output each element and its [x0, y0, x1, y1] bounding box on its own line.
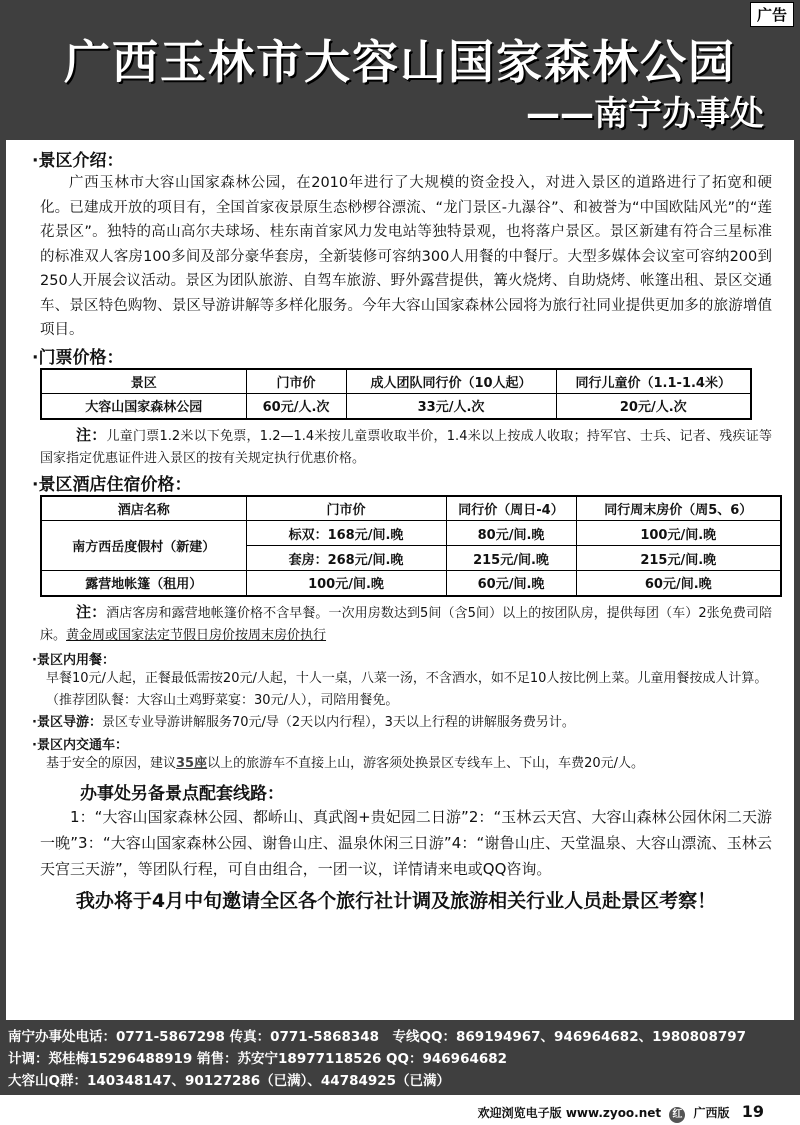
hotel-note-text: 酒店客房和露营地帐篷价格不含早餐。一次用房数达到5间（含5间）以上的按团队房，提供每团（车）2张免费司陪床。	[40, 605, 772, 643]
hotel-name-cell: 露营地帐篷（租用）	[41, 571, 246, 596]
contact-line-3: 大容山Q群：140348147、90127286（已满）、44784925（已满）	[8, 1073, 451, 1089]
transport-text	[40, 753, 772, 775]
brand-logo-icon: 红	[669, 1107, 685, 1123]
contact-footer	[0, 1020, 800, 1095]
hotel-cell: 60元/间.晚	[446, 571, 576, 596]
invite-banner: 我办将于4月中旬邀请全区各个旅行社计调及旅游相关行业人员赴景区考察！	[75, 889, 717, 912]
contact-line-1: 南宁办事处电话：0771-5867298 传真：0771-5868348 专线QQ：869194967、946964682、1980808797	[8, 1029, 747, 1045]
hotel-note-holiday: 黄金周或国家法定节假日房价按周末房价执行	[66, 627, 327, 643]
transport-heading: ·景区内交通车：	[32, 737, 128, 753]
ticket-cell: 60元/人.次	[246, 394, 346, 419]
transport-text-b: 以上的旅游车不直接上山，游客须处换景区专线车上、下山，车费20元/人。	[207, 755, 645, 771]
routes-text: 1：“大容山国家森林公园、都峤山、真武阁+贵妃园二日游”2：“玉林云天宫、大容山森林公园休闲二天游一晚”3：“大容山国家森林公园、谢鲁山庄、温泉休闲三日游”4：“谢鲁山庄、天堂温泉、大容山漂流、玉林云天宫三天游”，等团队行程，可自由组合，一团一议，详情请来电或QQ咨询。	[40, 807, 772, 878]
ticket-header-cell: 门市价	[246, 369, 346, 394]
meals-heading: ·景区内用餐：	[32, 652, 115, 668]
note-label: 注：	[76, 602, 107, 621]
brand-text: 广西版	[693, 1106, 730, 1120]
ticket-note-text: 儿童门票1.2米以下免票，1.2—1.4米按儿童票收取半价，1.4米以上按成人收取；持军官、士兵、记者、残疾证等国家指定优惠证件进入景区的按有关规定执行优惠价格。	[40, 428, 772, 466]
note-label: 注：	[76, 425, 107, 444]
guide-line	[32, 712, 772, 734]
hotel-name-cell: 南方西岳度假村（新建）	[41, 521, 246, 571]
ticket-header-cell: 同行儿童价（1.1-1.4米）	[556, 369, 751, 394]
hotel-cell: 100元/间.晚	[576, 521, 781, 546]
hotel-header-cell: 同行价（周日-4）	[446, 496, 576, 521]
hotel-cell: 80元/间.晚	[446, 521, 576, 546]
table-row	[41, 369, 751, 394]
ticket-header-cell: 景区	[41, 369, 246, 394]
hotel-header-cell: 门市价	[246, 496, 446, 521]
ticket-cell: 20元/人.次	[556, 394, 751, 419]
intro-text: 广西玉林市大容山国家森林公园，在2010年进行了大规模的资金投入，对进入景区的道路进行了拓宽和硬化。已建成开放的项目有，全国首家夜景原生态桫椤谷漂流、“龙门景区-九瀑谷”、和被誉为“中国欧陆风光”的“莲花景区”。独特的高山高尔夫球场、桂东南首家风力发电站等独特景观，也将落户景区。景区新建有符合三星标准的标准双人客房100多间及部分豪华套房，全新装修可容纳300人用餐的中餐厅。大型多媒体会议室可容纳200到250人开展会议活动。景区为团队旅游、自驾车旅游、野外露营提供，篝火烧烤、自助烧烤、帐篷出租、景区交通车、景区特色购物、景区导游讲解等多样化服务。今年大容山国家森林公园将为旅行社同业提供更加多的旅游增值项目。	[40, 175, 772, 338]
main-content	[0, 140, 800, 1020]
hotel-cell: 100元/间.晚	[246, 571, 446, 596]
transport-text-a: 基于安全的原因，建议	[46, 755, 177, 771]
hotels-heading: ·景区酒店住宿价格：	[32, 474, 192, 495]
hotel-cell: 套房：268元/间.晚	[246, 546, 446, 571]
ticket-cell: 大容山国家森林公园	[41, 394, 246, 419]
site-text: 欢迎浏览电子版 www.zyoo.net	[477, 1106, 662, 1120]
routes-heading: 办事处另备景点配套线路：	[80, 783, 284, 804]
transport-seats: 35座	[176, 755, 208, 771]
page-title: 广西玉林市大容山国家森林公园	[64, 35, 736, 89]
ticket-header-cell: 成人团队同行价（10人起）	[346, 369, 556, 394]
ticket-table	[40, 368, 752, 420]
ticket-cell: 33元/人.次	[346, 394, 556, 419]
page-subtitle: ——南宁办事处	[526, 94, 764, 134]
hotel-header-cell: 酒店名称	[41, 496, 246, 521]
hotel-cell: 标双：168元/间.晚	[246, 521, 446, 546]
hotel-table	[40, 495, 782, 597]
page-number: 19	[741, 1102, 764, 1121]
guide-heading: ·景区导游：	[32, 714, 102, 730]
table-row	[41, 521, 781, 546]
intro-heading: ·景区介绍：	[32, 151, 124, 171]
contact-line-2: 计调：郑桂梅15296488919 销售：苏安宁18977118526 QQ：946964682	[8, 1051, 508, 1067]
meals-text: 早餐10元/人起，正餐最低需按20元/人起，十人一桌，八菜一汤，不含酒水，如不足10人按比例上菜。儿童用餐按成人计算。（推荐团队餐：大容山土鸡野菜宴：30元/人），司陪用餐免。	[46, 670, 768, 708]
table-row	[41, 496, 781, 521]
page-bar	[0, 1096, 800, 1125]
guide-text: 景区专业导游讲解服务70元/导（2天以内行程），3天以上行程的讲解服务费另计。	[101, 714, 575, 730]
hotel-header-cell: 同行周末房价（周5、6）	[576, 496, 781, 521]
ad-tag: 广告	[750, 2, 794, 27]
ticket-note	[40, 424, 772, 470]
hotel-note	[40, 601, 772, 647]
hotel-cell: 60元/间.晚	[576, 571, 781, 596]
table-row	[41, 394, 751, 419]
hotel-cell: 215元/间.晚	[576, 546, 781, 571]
tickets-heading: ·门票价格：	[32, 347, 124, 368]
hotel-cell: 215元/间.晚	[446, 546, 576, 571]
table-row	[41, 571, 781, 596]
header-banner	[0, 0, 800, 140]
